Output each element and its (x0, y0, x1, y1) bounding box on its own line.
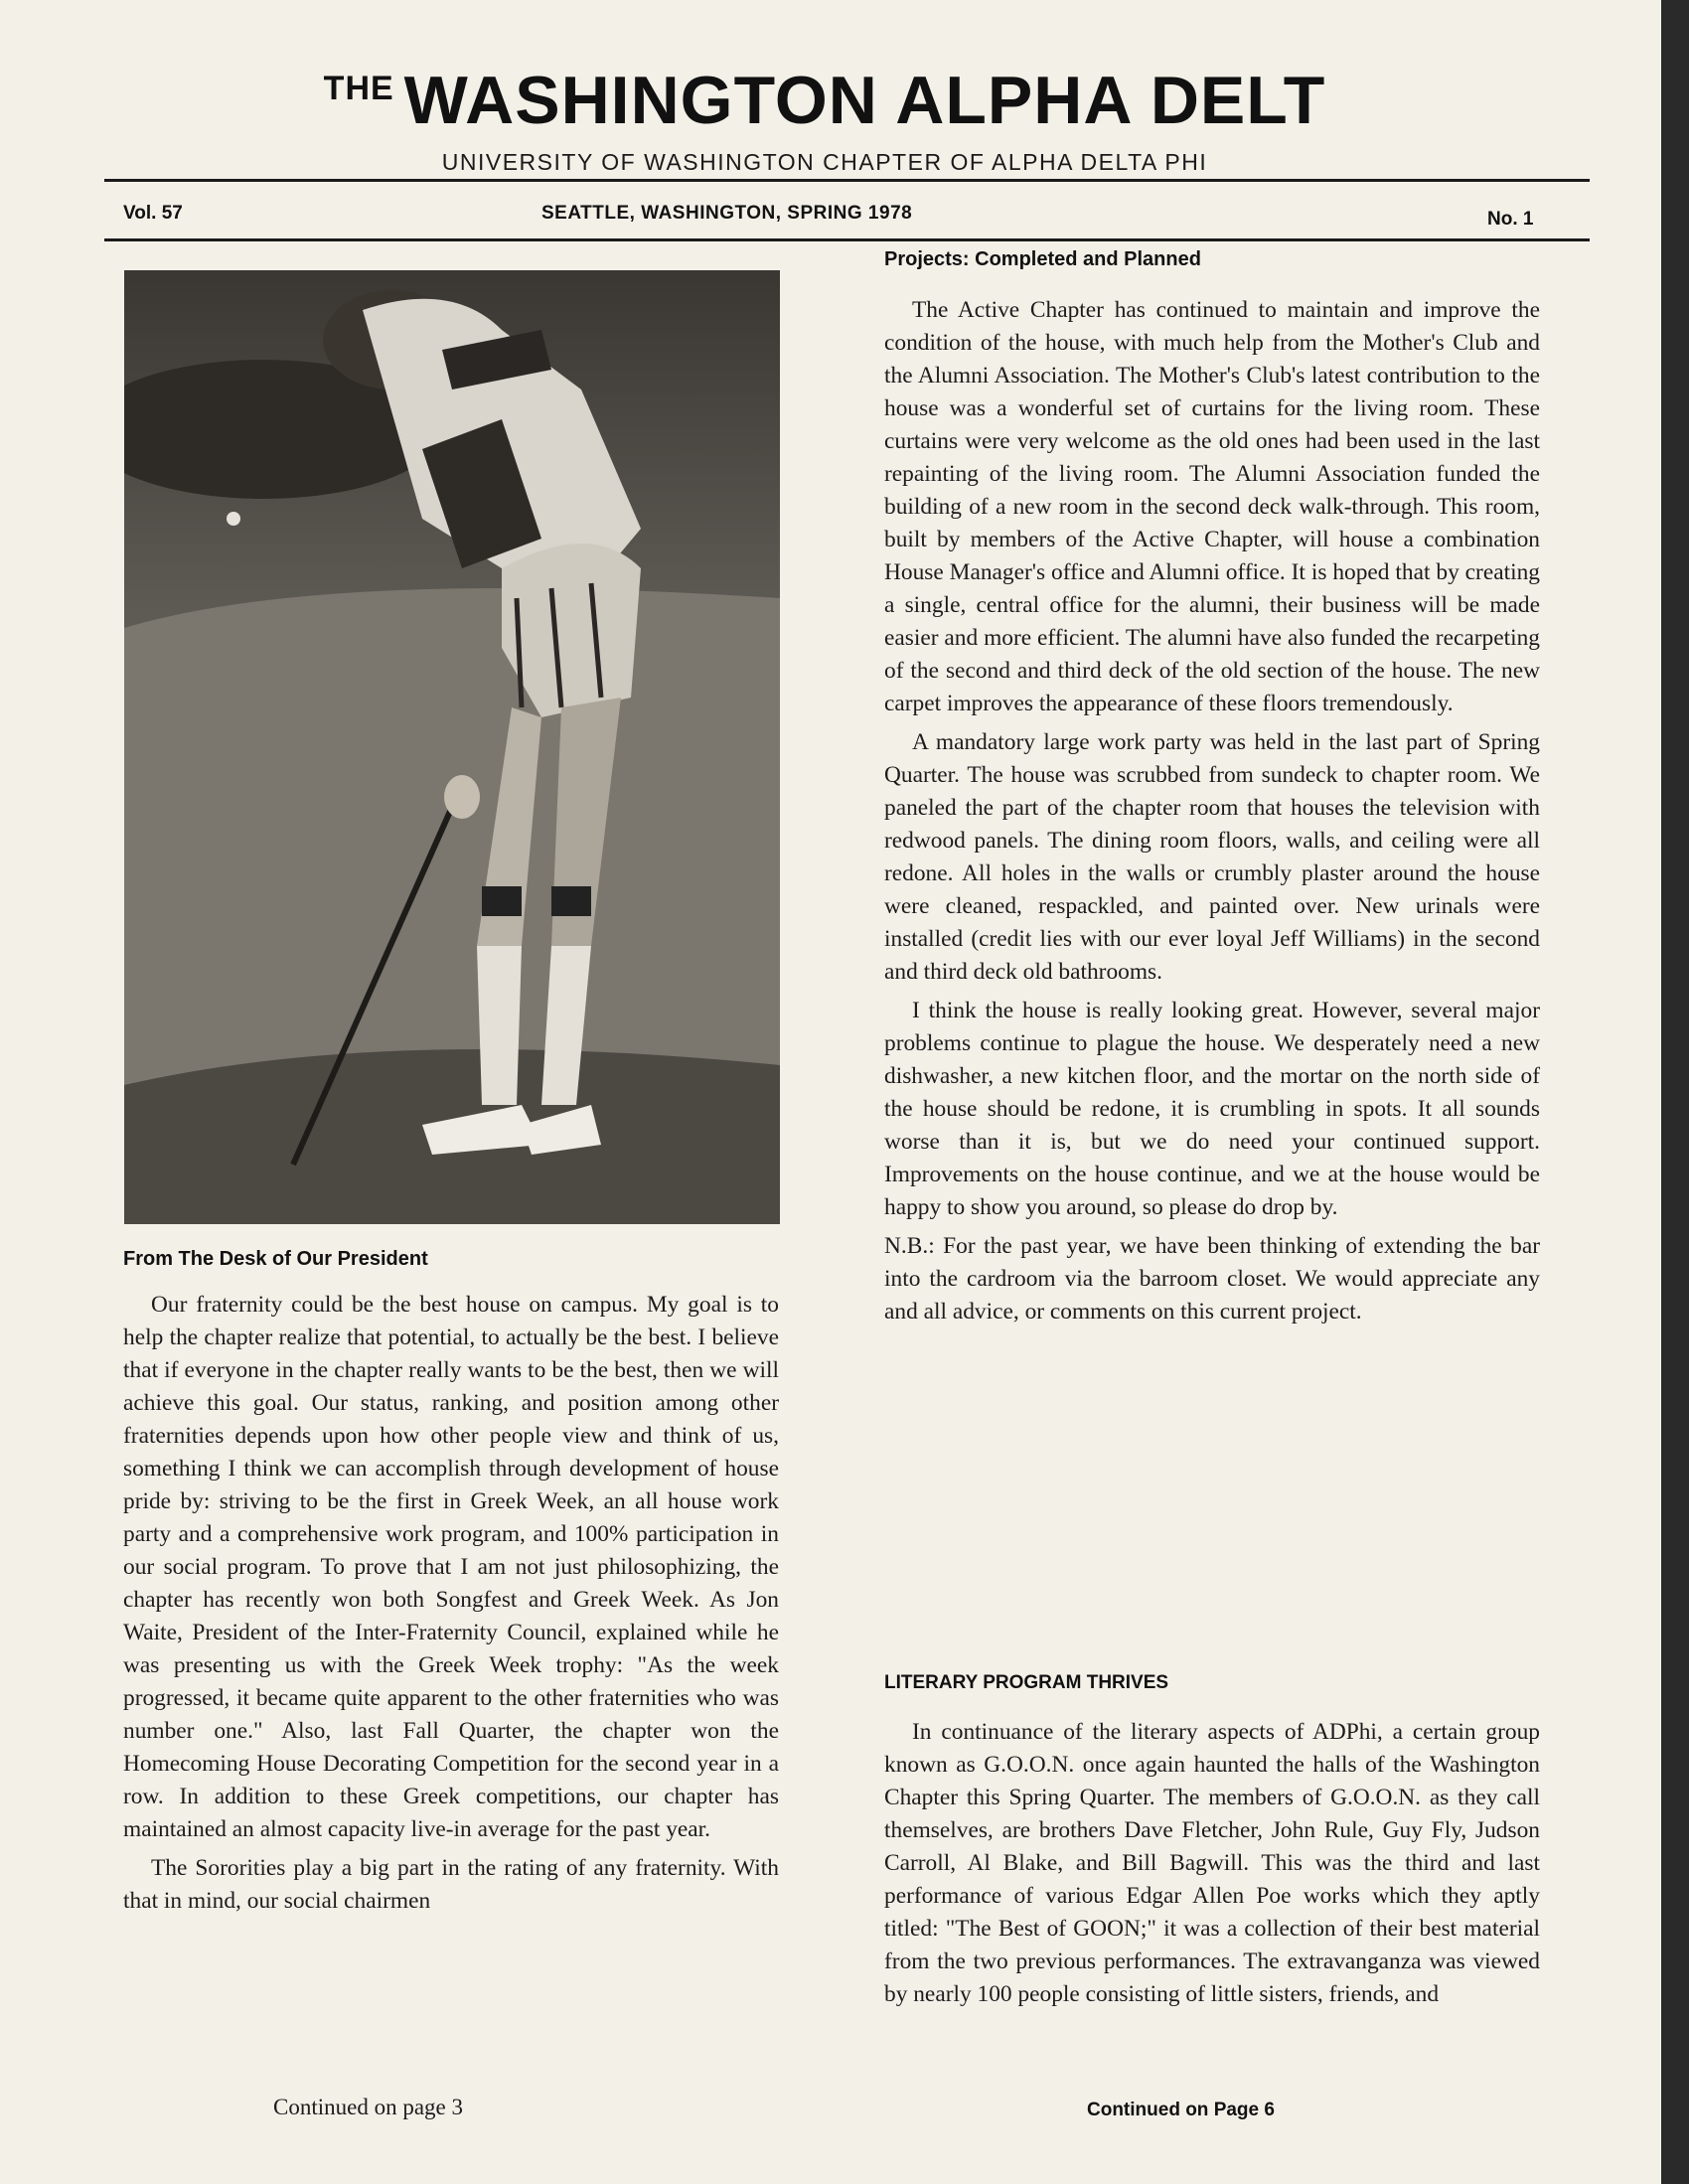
literary-article-body (884, 1716, 1540, 2017)
continued-page-3: Continued on page 3 (273, 2095, 463, 2119)
literary-paragraph-1: In continuance of the literary aspects of ADPhi, a certain group known as G.O.O.N. once again haunted the halls of the Washington Chapter this Spring Quarter. The members of G.O.O.N. as they call themselves, are brothers Dave Fletcher, John Rule, Guy Fly, Judson Carroll, Al Blake, and Bill Bagwill. This was the third and last performance of various Edgar Allen Poe works which they aptly titled: "The Best of GOON;" it was a collection of their best material from the two previous performances. The extravanganza was viewed by nearly 100 people consisting of little sisters, friends, and (884, 1719, 1540, 2007)
masthead-name: WASHINGTON ALPHA DELT (403, 63, 1326, 138)
literary-heading: LITERARY PROGRAM THRIVES (884, 1672, 1169, 1693)
projects-note: N.B.: For the past year, we have been thinking of extending the bar into the cardroom via the barroom closet. We would appreciate any and all advice, or comments on this current project. (884, 1233, 1540, 1325)
projects-paragraph-3: I think the house is really looking great. However, several major problems continue to plague the house. We desperately need a new dishwasher, a new kitchen floor, and the mortar on the north side of the house should be redone, it is crumbling in spots. It all sounds worse than it is, but we do need your continued support. Improvements on the house continue, and we at the house would be happy to show you around, so please do drop by. (884, 998, 1540, 1220)
masthead-subtitle: UNIVERSITY OF WASHINGTON CHAPTER OF ALPHA DELTA PHI (441, 149, 1208, 175)
projects-heading: Projects: Completed and Planned (884, 248, 1201, 270)
bottom-rule (104, 238, 1590, 241)
golfer-photo (124, 270, 780, 1224)
masthead-the: THE (323, 70, 394, 107)
projects-article-body (884, 294, 1540, 1334)
masthead-title (0, 62, 1649, 139)
dateline: SEATTLE, WASHINGTON, SPRING 1978 (541, 203, 913, 224)
continued-page-6: Continued on Page 6 (1087, 2100, 1275, 2120)
president-heading: From The Desk of Our President (123, 1248, 428, 1270)
projects-paragraph-2: A mandatory large work party was held in the last part of Spring Quarter. The house was scrubbed from sundeck to chapter room. We paneled the part of the chapter room that houses the television with redwood panels. The dining room floors, walls, and ceiling were all redone. All holes in the walls or crumbly plaster around the house were cleaned, respackled, and painted over. New urinals were installed (credit lies with our ever loyal Jeff Williams) in the second and third deck old bathrooms. (884, 729, 1540, 985)
president-paragraph-2: The Sororities play a big part in the rating of any fraternity. With that in mind, our social chairmen (123, 1855, 779, 1914)
projects-paragraph-1: The Active Chapter has continued to maintain and improve the condition of the house, with much help from the Mother's Club and the Alumni Association. The Mother's Club's latest contribution to the house was a wonderful set of curtains for the living room. These curtains were very welcome as the old ones had been used in the last repainting of the living room. The Alumni Association funded the building of a new room in the second deck walk-through. This room, built by members of the Active Chapter, will house a combination House Manager's office and Alumni office. It is hoped that by creating a single, central office for the alumni, their business will be made easier and more efficient. The alumni have also funded the recarpeting of the second and third deck of the old section of the house. The new carpet improves the appearance of these floors tremendously. (884, 297, 1540, 716)
top-rule (104, 179, 1590, 182)
volume-label: Vol. 57 (123, 203, 183, 224)
president-article-body (123, 1289, 779, 1924)
page-edge-shadow (1661, 0, 1689, 2184)
president-paragraph-1: Our fraternity could be the best house on campus. My goal is to help the chapter realize that potential, to actually be the best. I believe that if everyone in the chapter really wants to be the best, then we will achieve this goal. Our status, ranking, and position among other fraternities depends upon how other people view and think of us, something I think we can accomplish through development of house pride by: striving to be the first in Greek Week, an all house work party and a comprehensive work program, and 100% participation in our social program. To prove that I am not just philosophizing, the chapter has recently won both Songfest and Greek Week. As Jon Waite, President of the Inter-Fraternity Council, explained while he was presenting us with the Greek Week trophy: "As the week progressed, it became quite apparent to the other fraternities who was number one." Also, last Fall Quarter, the chapter won the Homecoming House Decorating Competition for the second year in a row. In addition to these Greek competitions, our chapter has maintained an almost capacity live-in average for the past year. (123, 1292, 779, 1842)
golfer-photo-illustration (124, 270, 780, 1224)
issue-number: No. 1 (1487, 209, 1534, 230)
